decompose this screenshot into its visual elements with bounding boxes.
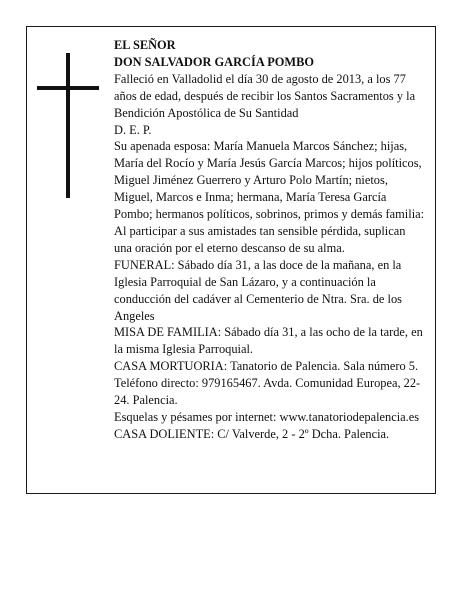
deceased-name: DON SALVADOR GARCÍA POMBO bbox=[114, 54, 314, 69]
cross-icon-vertical-bar bbox=[66, 53, 70, 198]
rip-line: D. E. P. bbox=[114, 122, 152, 137]
family-list: Su apenada esposa: María Manuela Marcos Sánchez; hijas, María del Rocío y María Jesús García Marcos; hijos políticos, Miguel Jiménez Guerrero y Arturo Polo Martín; nietos, Miguel, Marcos e Inma; hermana, María Teresa García Pombo; hermanos políticos, sobrinos, primos y demás familia: bbox=[114, 139, 425, 222]
obituary-text bbox=[114, 37, 426, 443]
mourning-house-info: CASA DOLIENTE: C/ Valverde, 2 - 2º Dcha. Palencia. bbox=[114, 426, 390, 441]
funeral-info: FUNERAL: Sábado día 31, a las doce de la mañana, en la Iglesia Parroquial de San Lázaro, y a continuación la conducción del cadáver al Cementerio de Ntra. Sra. de los Angeles bbox=[114, 257, 402, 323]
title-line-1: EL SEÑOR bbox=[114, 38, 176, 52]
funeral-home-info: CASA MORTUORIA: Tanatorio de Palencia. Sala número 5. Teléfono directo: 979165467. Avda. Comunidad Europea, 22-24. Palencia. bbox=[114, 359, 421, 408]
prayer-request: Al participar a sus amistades tan sensible pérdida, suplican una oración por el eterno descanso de su alma. bbox=[114, 223, 406, 255]
cross-icon-horizontal-bar bbox=[37, 86, 99, 90]
death-info: Falleció en Valladolid el día 30 de agosto de 2013, a los 77 años de edad, después de recibir los Santos Sacramentos y la Bendición Apostólica de Su Santidad bbox=[114, 71, 416, 120]
online-condolences: Esquelas y pésames por internet: www.tanatoriodepalencia.es bbox=[114, 409, 420, 424]
family-mass-info: MISA DE FAMILIA: Sábado día 31, a las ocho de la tarde, en la misma Iglesia Parroquial. bbox=[114, 325, 423, 357]
